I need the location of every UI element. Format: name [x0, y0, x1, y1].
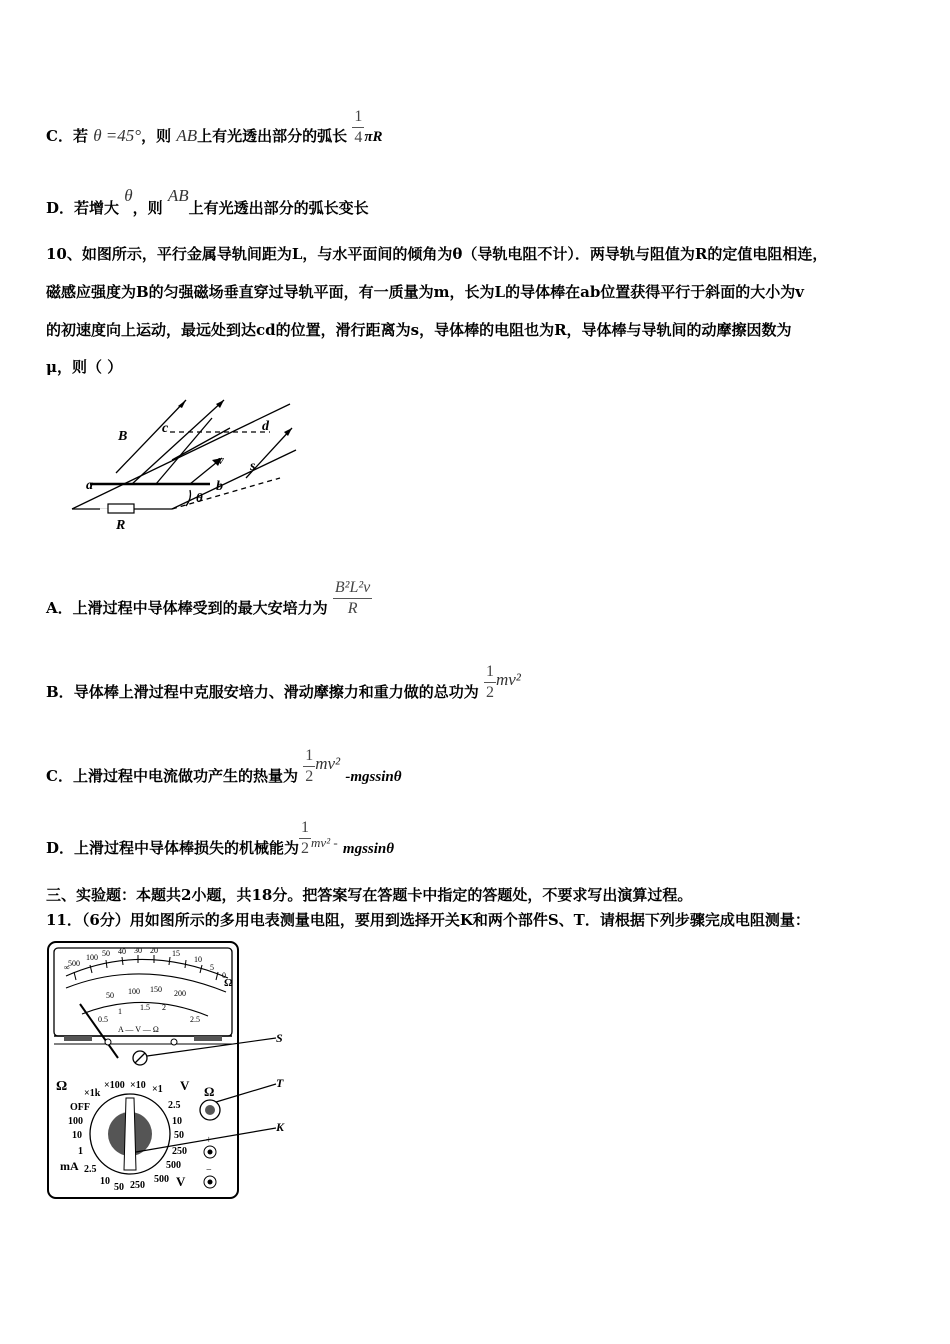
arc-ab: AB: [176, 126, 198, 145]
range-x100: ×100: [104, 1080, 125, 1091]
scale-zero: 0: [222, 971, 226, 980]
ma-val-0: 2.5: [84, 1164, 97, 1175]
text: 导体棒上滑过程中克服安培力、滑动摩擦力和重力做的总功为: [73, 683, 479, 701]
svg-text:100: 100: [128, 987, 140, 996]
q9-option-d: [46, 186, 369, 218]
svg-text:100: 100: [86, 953, 98, 962]
scale-infinity: ∞: [64, 963, 70, 972]
range-x10: ×10: [130, 1080, 146, 1091]
kinetic-term: mv²: [315, 754, 341, 773]
theta-symbol: θ: [124, 186, 133, 205]
option-label: C．: [46, 127, 73, 145]
range-x1k: ×1k: [84, 1088, 101, 1099]
svg-text:1.5: 1.5: [140, 1003, 150, 1012]
text: 上滑过程中电流做功产生的热量为: [72, 767, 298, 785]
ohm-val-1: 10: [72, 1130, 82, 1141]
v-val-1: 10: [172, 1116, 182, 1127]
fraction-half: [484, 662, 496, 703]
label-a: a: [86, 478, 93, 493]
svg-text:50: 50: [106, 991, 114, 1000]
q9-option-c: [46, 107, 383, 148]
selector-pointer: [124, 1098, 136, 1170]
dial-omega: Ω: [224, 977, 233, 989]
resistor-symbol: [108, 504, 134, 513]
q10-option-b: [46, 662, 521, 703]
ma-val-3: 250: [130, 1180, 145, 1191]
svg-text:2.5: 2.5: [190, 1015, 200, 1024]
text: ，则: [132, 199, 163, 217]
text: ，则: [141, 127, 172, 145]
svg-text:500: 500: [68, 959, 80, 968]
pi-r: πR: [364, 129, 383, 145]
ma-symbol: mA: [60, 1159, 79, 1173]
text: 上有光透出部分的弧长变长: [188, 199, 369, 217]
ohm-val-0: 100: [68, 1116, 83, 1127]
q10-option-d: [46, 818, 395, 859]
section-3-heading: 三、实验题：本题共2小题，共18分。把答案写在答题卡中指定的答题处，不要求写出演算过程。: [46, 886, 693, 904]
text: 若: [72, 127, 88, 145]
fraction-force: [333, 578, 372, 619]
range-off: OFF: [70, 1102, 90, 1113]
label-s: s: [250, 459, 256, 474]
svg-text:150: 150: [150, 985, 162, 994]
option-label: A．: [46, 599, 73, 617]
gravity-term: -mgssinθ: [345, 769, 402, 785]
q10-line-1: 10、如图所示，平行金属导轨间距为L，与水平面间的倾角为θ（导轨电阻不计）．两导轨与阻值为R的定值电阻相连，: [46, 245, 828, 263]
ohm-val-2: 1: [78, 1146, 83, 1157]
rails-figure: [60, 398, 310, 538]
gravity-term: mgssinθ: [342, 841, 395, 857]
v-val-2: 50: [174, 1130, 184, 1141]
ohm-range-symbol: Ω: [56, 1079, 68, 1094]
v-val-0: 2.5: [168, 1100, 181, 1111]
label-b-rod: b: [216, 479, 223, 494]
knob-omega: Ω: [204, 1084, 215, 1099]
option-label: B．: [46, 683, 74, 701]
v-ac-symbol: V: [176, 1174, 186, 1189]
svg-text:−: −: [206, 1165, 212, 1176]
kinetic-term: mv² -: [311, 835, 338, 850]
label-t: T: [276, 1076, 284, 1090]
numerator: B²L²v: [333, 578, 372, 599]
denominator: 2: [485, 683, 494, 701]
label-s: S: [276, 1031, 283, 1045]
v-dc-symbol: V: [180, 1078, 190, 1093]
label-theta: θ: [196, 490, 203, 505]
numerator: 1: [352, 107, 364, 128]
kinetic-term: mv²: [495, 670, 521, 689]
text: 上滑过程中导体棒受到的最大安培力为: [72, 599, 328, 617]
label-d: d: [262, 419, 269, 434]
svg-text:15: 15: [172, 949, 180, 958]
denominator: 2: [301, 839, 310, 857]
svg-text:10: 10: [194, 955, 202, 964]
fraction-half: [299, 818, 311, 859]
v-val-4: 500: [166, 1160, 181, 1171]
option-label: D．: [46, 199, 75, 217]
label-k: K: [276, 1120, 285, 1134]
numerator: 1: [299, 818, 311, 839]
fraction-half: [303, 746, 315, 787]
rail-bottom: [172, 450, 296, 509]
label-c: c: [162, 421, 169, 436]
svg-text:200: 200: [174, 989, 186, 998]
q10-option-c: [46, 746, 402, 787]
svg-text:1: 1: [118, 1007, 122, 1016]
svg-text:2: 2: [162, 1003, 166, 1012]
q10-option-a: [46, 578, 372, 619]
q10-line-3: 的初速度向上运动，最远处到达cd的位置，滑行距离为s，导体棒的电阻也为R，导体棒与导轨间的动摩擦因数为: [46, 321, 792, 339]
label-v: v: [218, 452, 224, 467]
denominator: R: [347, 599, 358, 617]
multimeter-figure: [44, 940, 294, 1202]
ma-val-4: 500: [154, 1174, 169, 1185]
text: 上滑过程中导体棒损失的机械能为: [74, 839, 300, 857]
q10-line-2: 磁感应强度为B的匀强磁场垂直穿过导轨平面，有一质量为m，长为L的导体棒在ab位置获得平行于斜面的大小为v: [46, 283, 805, 301]
ma-val-1: 10: [100, 1176, 110, 1187]
label-b-field: B: [118, 429, 128, 444]
svg-text:5: 5: [210, 963, 214, 972]
denominator: 4: [354, 128, 363, 146]
numerator: 1: [484, 662, 496, 683]
svg-text:0.5: 0.5: [98, 1015, 108, 1024]
numerator: 1: [303, 746, 315, 767]
avo-label: A — V — Ω: [118, 1025, 159, 1034]
theta-condition: θ =45°: [93, 126, 142, 145]
dial-window: [54, 948, 232, 1036]
text: 上有光透出部分的弧长: [197, 127, 348, 145]
rail-top: [72, 404, 290, 509]
v-val-3: 250: [172, 1146, 187, 1157]
option-label: D．: [46, 839, 75, 857]
range-x1: ×1: [152, 1084, 163, 1095]
ma-val-2: 50: [114, 1182, 124, 1193]
label-r: R: [116, 518, 126, 533]
denominator: 2: [305, 767, 314, 785]
svg-text:40: 40: [118, 947, 126, 956]
svg-text:50: 50: [102, 949, 110, 958]
svg-text:30: 30: [134, 946, 142, 955]
svg-text:20: 20: [150, 946, 158, 955]
arc-ab: AB: [167, 186, 189, 205]
text: 若增大: [74, 199, 120, 217]
fraction-quarter: [352, 107, 364, 148]
q10-line-4: μ，则（ ）: [46, 358, 123, 376]
q11-stem: 11．（6分）用如图所示的多用电表测量电阻，要用到选择开关K和两个部件S、T．请根据下列步骤完成电阻测量：: [46, 911, 810, 929]
option-label: C．: [46, 767, 73, 785]
svg-text:+: +: [206, 1135, 212, 1146]
